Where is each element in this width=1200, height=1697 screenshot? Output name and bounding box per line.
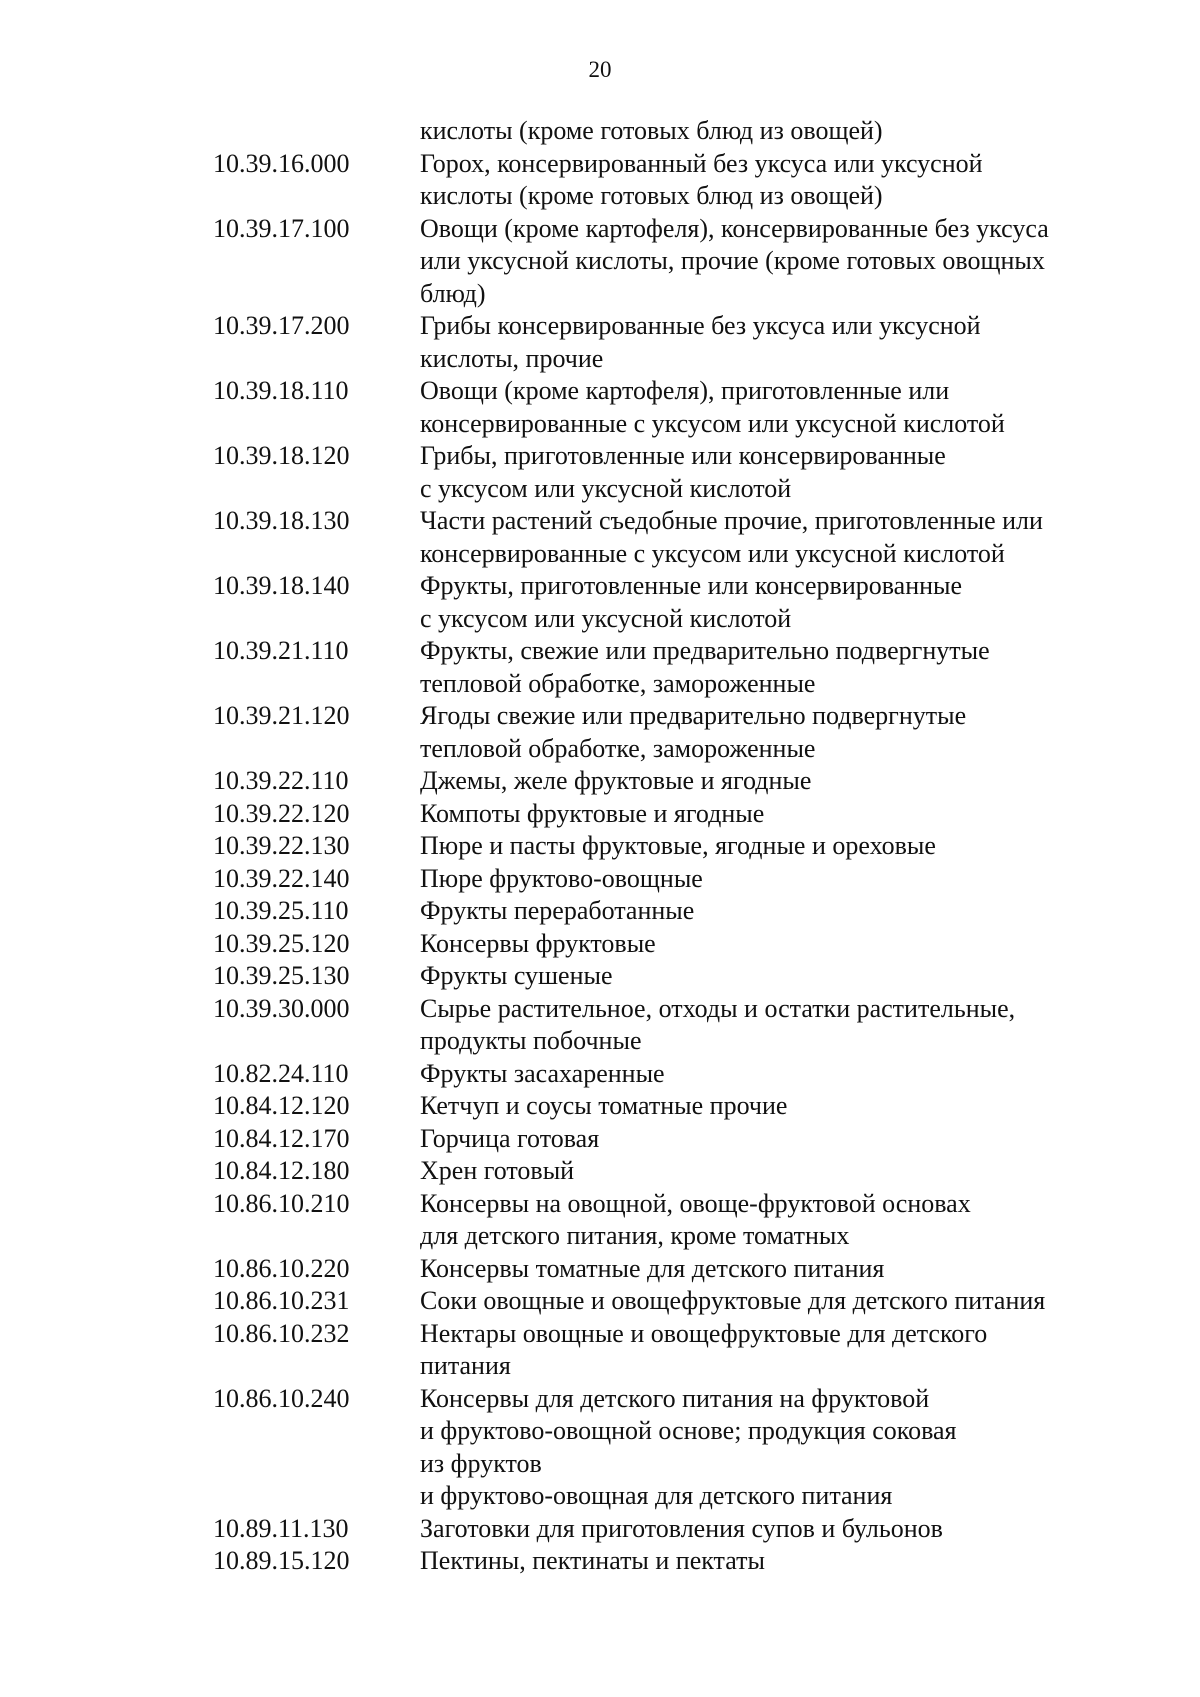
product-code: 10.84.12.170 — [213, 1123, 350, 1153]
code-entry-row — [213, 213, 1133, 311]
description-line: Заготовки для приготовления супов и бульонов — [420, 1513, 943, 1543]
code-entry-row — [213, 440, 1133, 505]
code-entry-row — [213, 1545, 1133, 1578]
description-line: Горчица готовая — [420, 1123, 600, 1153]
product-code: 10.39.22.130 — [213, 831, 350, 860]
description-line: кислоты (кроме готовых блюд из овощей) — [420, 181, 883, 210]
description-line: Овощи (кроме картофеля), консервированные без уксуса — [420, 213, 1049, 243]
product-code: 10.39.25.130 — [213, 961, 350, 990]
description-line: Соки овощные и овощефруктовые для детского питания — [420, 1286, 1046, 1315]
description-line: Сырье растительное, отходы и остатки растительные, — [420, 993, 1016, 1023]
product-code: 10.39.22.120 — [213, 798, 350, 828]
code-entry-row — [213, 960, 1133, 993]
product-description — [420, 863, 1133, 896]
description-line: консервированные с уксусом или уксусной кислотой — [420, 538, 1005, 568]
code-entry-row — [213, 1188, 1133, 1253]
description-line: и фруктово-овощная для детского питания — [420, 1481, 893, 1510]
description-line: консервированные с уксусом или уксусной кислотой — [420, 408, 1005, 438]
code-entry-row — [213, 570, 1133, 635]
product-description — [420, 1123, 1133, 1156]
description-line: или уксусной кислоты, прочие (кроме готовых овощных — [420, 246, 1045, 275]
product-description — [420, 1318, 1133, 1383]
product-code: 10.39.22.140 — [213, 863, 350, 893]
product-code: 10.84.12.120 — [213, 1091, 350, 1120]
code-entry-row — [213, 1123, 1133, 1156]
description-line: Фрукты переработанные — [420, 896, 695, 925]
code-entry-row — [213, 505, 1133, 570]
page-number: 20 — [588, 57, 612, 82]
code-entry-row — [213, 310, 1133, 375]
description-line: Горох, консервированный без уксуса или уксусной — [420, 148, 983, 178]
product-description — [420, 1188, 1133, 1253]
product-description — [420, 635, 1133, 700]
code-entry-row — [213, 375, 1133, 440]
product-description — [420, 928, 1133, 961]
description-line: для детского питания, кроме томатных — [420, 1221, 850, 1250]
product-code-list — [213, 115, 1133, 1578]
description-line: с уксусом или уксусной кислотой — [420, 603, 792, 633]
product-code: 10.39.21.120 — [213, 701, 350, 730]
code-entry-row — [213, 863, 1133, 896]
description-line: Консервы на овощной, овоще-фруктовой основах — [420, 1188, 971, 1218]
product-code: 10.39.21.110 — [213, 636, 349, 665]
product-description — [420, 310, 1133, 375]
description-line: Фрукты, свежие или предварительно подвергнутые — [420, 636, 990, 665]
product-description — [420, 1155, 1133, 1188]
description-line: Кетчуп и соусы томатные прочие — [420, 1091, 788, 1120]
description-line: Хрен готовый — [420, 1156, 575, 1185]
code-entry-row — [213, 993, 1133, 1058]
description-line: тепловой обработке, замороженные — [420, 733, 816, 763]
product-description — [420, 765, 1133, 798]
product-description — [420, 993, 1133, 1058]
description-line: Пектины, пектинаты и пектаты — [420, 1546, 765, 1575]
code-entry-row — [213, 1090, 1133, 1123]
code-entry-row — [213, 1318, 1133, 1383]
code-entry-row — [213, 830, 1133, 863]
code-entry-row — [213, 1155, 1133, 1188]
product-description — [420, 1513, 1133, 1546]
product-code: 10.39.25.110 — [213, 896, 349, 925]
description-line: Консервы томатные для детского питания — [420, 1253, 885, 1283]
description-line: Грибы консервированные без уксуса или уксусной — [420, 311, 981, 340]
product-description — [420, 700, 1133, 765]
product-code: 10.39.18.120 — [213, 441, 350, 470]
product-code: 10.86.10.220 — [213, 1253, 350, 1283]
description-line: Фрукты засахаренные — [420, 1058, 665, 1088]
product-code: 10.39.18.130 — [213, 506, 350, 535]
description-line: Части растений съедобные прочие, приготовленные или — [420, 506, 1043, 535]
product-code: 10.82.24.110 — [213, 1058, 349, 1088]
product-description — [420, 960, 1133, 993]
description-line: кислоты, прочие — [420, 343, 604, 373]
product-code: 10.39.30.000 — [213, 993, 350, 1023]
product-code: 10.84.12.180 — [213, 1156, 350, 1185]
product-code: 10.86.10.232 — [213, 1318, 350, 1348]
product-code: 10.39.18.110 — [213, 376, 349, 405]
product-code: 10.86.10.240 — [213, 1383, 350, 1413]
description-line: Ягоды свежие или предварительно подвергнутые — [420, 701, 967, 730]
description-line: и фруктово-овощной основе; продукция соковая — [420, 1416, 957, 1445]
product-code: 10.39.18.140 — [213, 571, 350, 600]
product-description — [420, 1383, 1133, 1513]
code-entry-row — [213, 1253, 1133, 1286]
description-line: блюд) — [420, 278, 486, 308]
product-description — [420, 1058, 1133, 1091]
product-code: 10.86.10.231 — [213, 1286, 350, 1315]
description-line: Компоты фруктовые и ягодные — [420, 798, 765, 828]
code-entry-row — [213, 1513, 1133, 1546]
description-line: Фрукты сушеные — [420, 961, 613, 990]
product-description — [420, 570, 1133, 635]
code-entry-row — [213, 115, 1133, 148]
code-entry-row — [213, 635, 1133, 700]
description-line: Фрукты, приготовленные или консервированные — [420, 571, 963, 600]
description-line: кислоты (кроме готовых блюд из овощей) — [420, 116, 883, 145]
product-description — [420, 375, 1133, 440]
description-line: Пюре фруктово-овощные — [420, 863, 703, 893]
code-entry-row — [213, 895, 1133, 928]
description-line: Джемы, желе фруктовые и ягодные — [420, 766, 812, 795]
description-line: Грибы, приготовленные или консервированные — [420, 441, 946, 470]
product-description — [420, 115, 1133, 148]
description-line: тепловой обработке, замороженные — [420, 668, 816, 698]
code-entry-row — [213, 765, 1133, 798]
product-description — [420, 1545, 1133, 1578]
code-entry-row — [213, 1383, 1133, 1513]
description-line: Консервы для детского питания на фруктовой — [420, 1383, 930, 1413]
code-entry-row — [213, 1285, 1133, 1318]
description-line: из фруктов — [420, 1448, 542, 1478]
product-description — [420, 830, 1133, 863]
code-entry-row — [213, 798, 1133, 831]
product-code: 10.39.22.110 — [213, 766, 349, 795]
product-description — [420, 148, 1133, 213]
code-entry-row — [213, 700, 1133, 765]
product-description — [420, 440, 1133, 505]
description-line: Овощи (кроме картофеля), приготовленные или — [420, 376, 950, 405]
product-code: 10.39.17.100 — [213, 213, 350, 243]
description-line: Пюре и пасты фруктовые, ягодные и ореховые — [420, 831, 936, 860]
product-description — [420, 895, 1133, 928]
product-code: 10.39.25.120 — [213, 928, 350, 958]
product-description — [420, 213, 1133, 311]
product-code: 10.39.17.200 — [213, 311, 350, 340]
product-description — [420, 505, 1133, 570]
product-description — [420, 1285, 1133, 1318]
description-line: Нектары овощные и овощефруктовые для детского — [420, 1318, 988, 1348]
description-line: продукты побочные — [420, 1026, 642, 1055]
code-entry-row — [213, 1058, 1133, 1091]
product-description — [420, 1090, 1133, 1123]
product-description — [420, 798, 1133, 831]
product-code: 10.39.16.000 — [213, 148, 350, 178]
description-line: Консервы фруктовые — [420, 928, 656, 958]
product-description — [420, 1253, 1133, 1286]
description-line: с уксусом или уксусной кислотой — [420, 473, 792, 503]
code-entry-row — [213, 148, 1133, 213]
product-code: 10.89.15.120 — [213, 1546, 350, 1575]
code-entry-row — [213, 928, 1133, 961]
description-line: питания — [420, 1351, 511, 1380]
product-code: 10.89.11.130 — [213, 1513, 349, 1543]
product-code: 10.86.10.210 — [213, 1188, 350, 1218]
